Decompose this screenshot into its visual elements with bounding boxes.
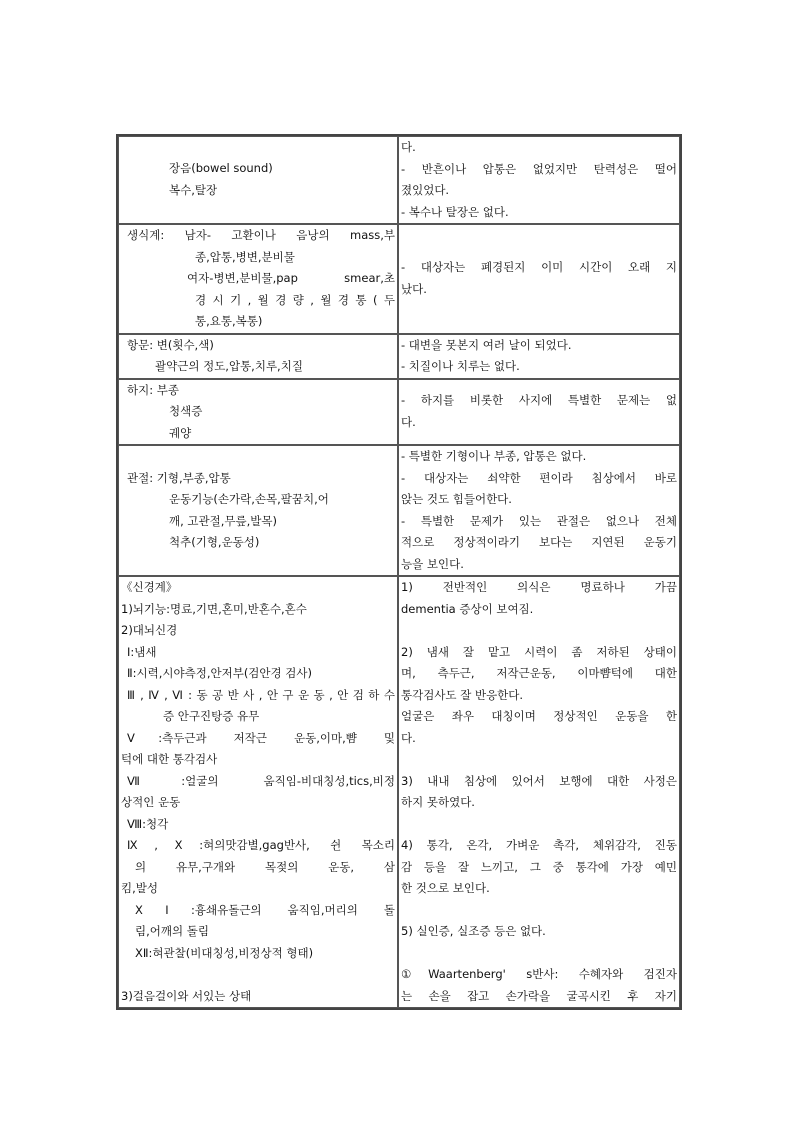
joints-finding-line: - 특별한 문제가 있는 관절은 없으나 전체	[401, 513, 677, 528]
neuro-item: Ⅲ , Ⅳ , Ⅵ : 동 공 반 사 , 안 구 운 동 , 안 검 하 수	[127, 687, 395, 702]
neuro-finding-line: 는 손을 잡고 손가락을 굴곡시킨 후 자기	[401, 988, 677, 1003]
neuro-left-cell	[118, 576, 398, 1008]
genital-left-cell	[118, 224, 398, 334]
neuro-finding-line: 감 등을 잘 느끼고, 그 중 통각에 가장 예민	[401, 859, 677, 874]
genital-finding-line: 났다.	[401, 281, 427, 296]
joints-finding-line: - 특별한 기형이나 부종, 압통은 없다.	[401, 449, 587, 463]
neuro-right-cell	[398, 576, 680, 1008]
neuro-item: 3)걸음걸이와 서있는 상태	[121, 988, 252, 1003]
anus-label: 항문: 변(횟수,색)	[127, 337, 214, 352]
bowel-sound-label: 장음(bowel sound)	[169, 161, 273, 175]
genital-female-line: 통,요통,복통)	[195, 314, 263, 328]
neuro-item: 1)뇌기능:명료,기면,혼미,반혼수,혼수	[121, 601, 307, 616]
lower-limb-label: 하지: 부종	[127, 382, 179, 397]
neuro-item: Ⅶ:얼굴의 움직임-비대칭성,tics,비정	[127, 773, 395, 788]
joints-label: 관절: 기형,부종,압통	[127, 470, 231, 485]
abdomen-finding-line: 졌있었다.	[401, 183, 450, 197]
cyanosis-label: 청색증	[169, 404, 203, 418]
motor-function-line: 운동기능(손가락,손목,팔꿈치,어	[169, 492, 329, 506]
neuro-finding-line: 1) 전반적인 의식은 명료하나 가끔	[401, 580, 677, 594]
genital-finding-line: - 대상자는 폐경된지 이미 시간이 오래 지	[401, 260, 677, 275]
joints-finding-line: 앉는 것도 힘들어한다.	[401, 492, 512, 506]
row-genital	[118, 224, 680, 334]
neuro-item: 2)대뇌신경	[121, 623, 178, 637]
neuro-finding-line: dementia 증상이 보여짐.	[401, 601, 534, 616]
neuro-item: 킴,발성	[121, 881, 158, 895]
neuro-item: 증 안구진탕증 유무	[163, 709, 260, 723]
neuro-item: ⅩⅠ:흉쇄유돌근의 움직임,머리의 돌	[135, 902, 395, 917]
genital-female-line: 경 시 기 , 월 경 량 , 월 경 통 ( 두	[195, 292, 395, 307]
ulcer-label: 궤양	[169, 425, 192, 440]
genital-male-line: 생식계: 남자- 고환이나 음낭의 mass,부	[127, 228, 395, 242]
neuro-finding-line: 통각검사도 잘 반응한다.	[401, 687, 524, 702]
neuro-finding-line: 다.	[401, 730, 416, 745]
abdomen-finding-line: - 복수나 탈장은 없다.	[401, 204, 509, 219]
neuro-item: ⅩⅡ:혀관찰(비대칭성,비정상적 형태)	[135, 945, 314, 960]
neuro-finding-line: ①Waartenberg' s반사: 수혜자와 검진자	[401, 967, 677, 981]
row-joints	[118, 445, 680, 576]
neuro-item: Ⅷ:청각	[127, 816, 169, 831]
neuro-finding-line: 한 것으로 보인다.	[401, 881, 490, 895]
neuro-item: Ⅸ,Ⅹ:혀의맛감별,gag반사, 쉰 목소리	[127, 838, 395, 852]
lower-limb-left-cell	[118, 379, 398, 446]
anus-right-cell	[398, 334, 680, 379]
lower-limb-right-cell	[398, 379, 680, 446]
neuro-spacer	[401, 814, 677, 836]
neuro-spacer	[121, 964, 395, 986]
genital-male-line: 종,압통,병변,분비물	[195, 249, 295, 264]
row-anus	[118, 334, 680, 379]
neuro-item: 림,어깨의 돌림	[135, 924, 209, 938]
row-abdomen	[118, 136, 680, 224]
joints-left-cell	[118, 445, 398, 576]
joints-finding-line: 적으로 정상적이라기 보다는 지연된 운동기	[401, 535, 677, 549]
neuro-spacer	[401, 620, 677, 642]
neuro-finding-line: 얼굴은 좌우 대칭이며 정상적인 운동을 한	[401, 709, 677, 723]
joints-finding-line: 능을 보인다.	[401, 556, 464, 571]
anus-finding-line: - 치질이나 치루는 없다.	[401, 359, 520, 373]
anus-left-cell	[118, 334, 398, 379]
neuro-finding-line: 며, 측두근, 저작근운동, 이마뺨턱에 대한	[401, 666, 677, 680]
neuro-spacer	[401, 900, 677, 922]
neuro-item: 턱에 대한 통각검사	[121, 752, 218, 766]
row-lower-limb	[118, 379, 680, 446]
neuro-spacer	[401, 943, 677, 965]
motor-function-line: 깨, 고관절,무릎,발목)	[169, 513, 277, 528]
row-neuro	[118, 576, 680, 1008]
neuro-finding-line: 4) 통각, 온각, 가벼운 촉각, 체위감각, 진동	[401, 838, 677, 852]
genital-right-cell	[398, 224, 680, 334]
spine-label: 척추(기형,운동성)	[169, 535, 260, 549]
abdomen-finding-line: 다.	[401, 140, 416, 154]
anus-finding-line: - 대변을 못본지 여러 날이 되었다.	[401, 337, 572, 352]
neuro-item: Ⅰ:냄새	[127, 644, 157, 659]
abdomen-finding-line: - 반흔이나 압통은 없었지만 탄력성은 떨어	[401, 161, 677, 176]
neuro-section-title: 《신경계》	[121, 580, 178, 594]
abdomen-left-cell	[118, 136, 398, 224]
joints-finding-line: - 대상자는 쇠약한 편이라 침상에서 바로	[401, 470, 677, 485]
neuro-spacer	[401, 749, 677, 771]
neuro-finding-line: 2) 냄새 잘 맡고 시력이 좀 저하된 상태이	[401, 644, 677, 659]
lower-limb-finding-line: 다.	[401, 414, 416, 429]
neuro-finding-line: 하지 못하였다.	[401, 795, 475, 809]
neuro-item: Ⅴ:측두근과 저작근 운동,이마,뺨 및	[127, 730, 395, 745]
lower-limb-finding-line: - 하지를 비롯한 사지에 특별한 문제는 없	[401, 393, 677, 408]
abdomen-right-cell	[398, 136, 680, 224]
neuro-item: Ⅱ:시력,시야측정,안저부(검안경 검사)	[127, 666, 312, 680]
neuro-item: 상적인 운동	[121, 795, 181, 809]
ascites-hernia-label: 복수,탈장	[169, 182, 218, 197]
joints-right-cell	[398, 445, 680, 576]
sphincter-label: 괄약근의 정도,압통,치루,치질	[155, 359, 303, 373]
neuro-item: 의 유무,구개와 목젖의 운동, 삼	[135, 859, 395, 874]
genital-female-line: 여자-병변,분비물,pap smear,초	[187, 271, 395, 285]
neuro-finding-line: 3) 내내 침상에 있어서 보행에 대한 사정은	[401, 773, 677, 788]
assessment-table	[116, 134, 682, 1010]
neuro-finding-line: 5) 실인증, 실조증 등은 없다.	[401, 924, 546, 938]
